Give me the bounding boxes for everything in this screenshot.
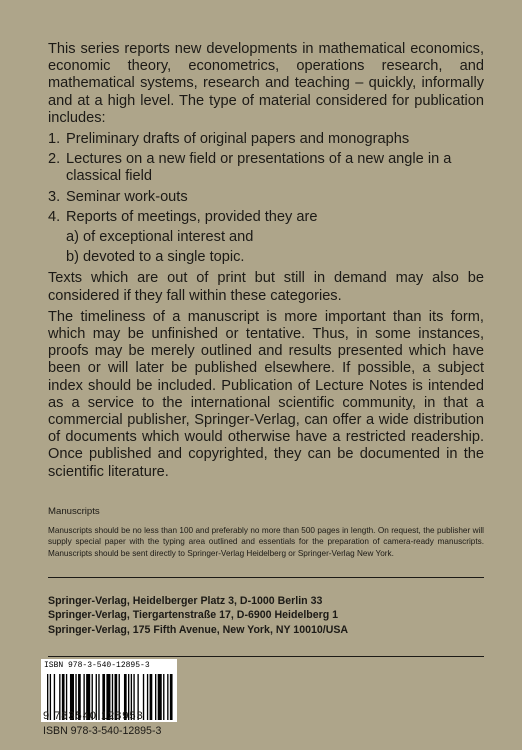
sub-list-item: a) of exceptional interest and: [66, 229, 254, 246]
manuscripts-text: Manuscripts should be no less than 100 and preferably no more than 500 pages in length. On request, the publisher will supply special paper with the typing area outlined and essentials for the preparation of camera-ready manuscripts. Manuscripts should be sent directly to Springer-Verlag Heidelberg or Springer-Verlag New York.: [48, 525, 484, 558]
list-text: Seminar work-outs: [66, 188, 188, 205]
barcode-digits: 9 783540 128953: [43, 710, 144, 722]
divider-bottom: [48, 656, 484, 657]
list-number: 3.: [48, 188, 61, 205]
list-item: [48, 151, 484, 185]
isbn-label-bottom: ISBN 978-3-540-12895-3: [43, 725, 162, 737]
list-number: 1.: [48, 131, 61, 148]
out-of-print-paragraph: Texts which are out of print but still in demand may also be considered if they fall within these categories.: [48, 270, 484, 304]
isbn-label-top: ISBN 978-3-540-12895-3: [41, 659, 177, 672]
manuscripts-heading: Manuscripts: [48, 506, 100, 517]
publisher-addresses: [48, 594, 484, 637]
list-number: 4.: [48, 208, 61, 225]
list-text: Reports of meetings, provided they are: [66, 208, 318, 225]
intro-paragraph: This series reports new developments in mathematical economics, economic theory, econometrics, operations research, and mathematical systems, research and teaching – quickly, informally and at a high level. The type of material considered for publication includes:: [48, 41, 484, 126]
list-item: [48, 189, 484, 206]
divider-top: [48, 577, 484, 578]
list-text: Lectures on a new field or presentations of a new angle in a classical field: [66, 151, 452, 185]
manuscripts-section: [48, 506, 484, 559]
timeliness-paragraph: The timeliness of a manuscript is more important than its form, which may be unfinished or tentative. Thus, in some instances, proofs may be merely outlined and results presented which have been or will later be published elsewhere. If possible, a subject index should be included. Publication of Lecture Notes is intended as a service to the international scientific community, in that a commercial publisher, Springer-Verlag, can offer a wide distribution of documents which would otherwise have a restricted readership. Once published and copyrighted, they can be documented in the scientific literature.: [48, 308, 484, 480]
list-item: [48, 131, 484, 148]
series-description: [48, 41, 484, 481]
isbn-barcode: [41, 659, 177, 738]
address-line: Springer-Verlag, 175 Fifth Avenue, New York, NY 10010/USA: [48, 623, 349, 636]
address-line: Springer-Verlag, Heidelberger Platz 3, D-1000 Berlin 33: [48, 595, 323, 607]
sub-list-item: b) devoted to a single topic.: [66, 249, 245, 266]
list-text: Preliminary drafts of original papers and monographs: [66, 131, 410, 148]
list-number: 2.: [48, 151, 61, 168]
list-item: [48, 209, 484, 226]
address-line: Springer-Verlag, Tiergartenstraße 17, D-6900 Heidelberg 1: [48, 609, 339, 622]
